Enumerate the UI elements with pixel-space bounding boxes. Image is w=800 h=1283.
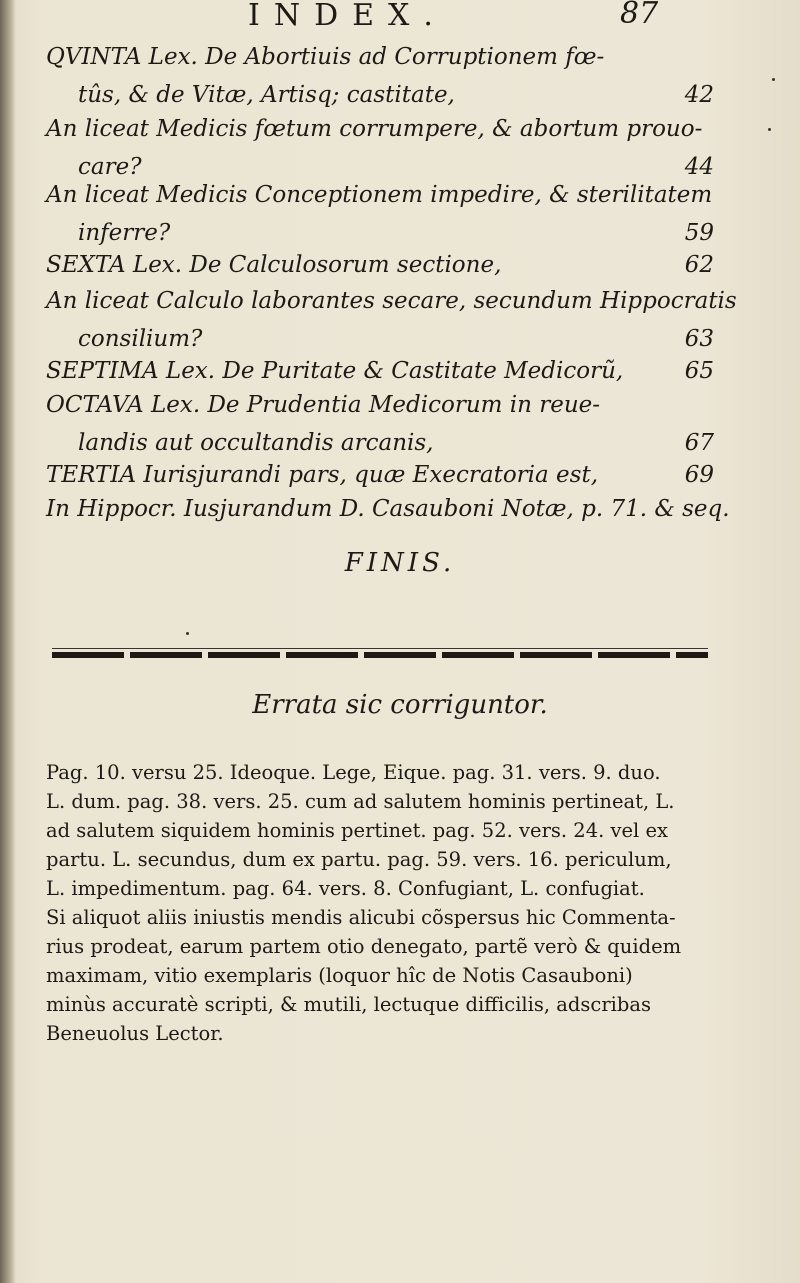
entry-line: QVINTA Lex. De Abortiuis ad Corruptionem fœ- xyxy=(46,44,605,70)
ornamental-rule xyxy=(52,652,708,658)
entry-line-continued: inferre? xyxy=(78,220,171,246)
index-entry xyxy=(46,352,714,390)
errata-line: Pag. 10. versu 25. Ideoque. Lege, Eique. pag. 31. vers. 9. duo. xyxy=(46,761,661,784)
entry-line: OCTAVA Lex. De Prudentia Medicorum in reue- xyxy=(46,392,601,418)
entry-line-continued: tûs, & de Vitæ, Artisq; castitate, xyxy=(78,82,455,108)
entry-page: 63 xyxy=(684,326,714,352)
entry-line: TERTIA Iurisjurandi pars, quæ Execratoria est, xyxy=(46,462,599,488)
errata-line: partu. L. secundus, dum ex partu. pag. 59. vers. 16. periculum, xyxy=(46,848,672,871)
entry-page: 59 xyxy=(684,220,714,246)
entry-line: An liceat Medicis Conceptionem impedire, & sterilitatem xyxy=(46,182,713,208)
entry-page: 44 xyxy=(684,154,714,180)
entry-line: An liceat Medicis fœtum corrumpere, & abortum prouo- xyxy=(46,116,703,142)
page-gutter-shadow xyxy=(0,0,16,1283)
errata-line: minùs accuratè scripti, & mutili, lectuque difficilis, adscribas xyxy=(46,993,652,1016)
paper-speck xyxy=(186,632,189,635)
paper-speck xyxy=(772,78,775,81)
entry-page: 65 xyxy=(684,358,714,384)
entry-line-continued: consilium? xyxy=(78,326,203,352)
index-entry xyxy=(46,456,714,494)
header-title: INDEX. xyxy=(248,0,447,33)
entry-line: SEXTA Lex. De Calculosorum sectione, xyxy=(46,252,502,278)
index-entry xyxy=(46,38,714,114)
entry-line: SEPTIMA Lex. De Puritate & Castitate Medicorũ, xyxy=(46,358,624,384)
errata-title: Errata sic corriguntor. xyxy=(252,690,548,720)
entry-page: 69 xyxy=(684,462,714,488)
divider-hairline xyxy=(52,648,708,649)
entry-page: 67 xyxy=(684,430,714,456)
index-entry xyxy=(46,176,714,252)
finis-heading: FINIS. xyxy=(344,548,456,578)
entry-line: In Hippocr. Iusjurandum D. Casauboni Notæ, p. 71. & seq. xyxy=(46,496,730,522)
index-entry xyxy=(46,110,714,186)
index-entry xyxy=(46,282,737,358)
errata-line: rius prodeat, earum partem otio denegato, partẽ verò & quidem xyxy=(46,935,682,958)
index-entry xyxy=(46,246,714,284)
page-number: 87 xyxy=(620,0,659,31)
errata-line: maximam, vitio exemplaris (loquor hîc de Notis Casauboni) xyxy=(46,964,633,987)
index-entry xyxy=(46,386,714,462)
entry-line: An liceat Calculo laborantes secare, secundum Hippocratis xyxy=(46,288,737,314)
errata-line: Si aliquot aliis iniustis mendis alicubi cõspersus hic Commenta- xyxy=(46,906,676,929)
index-entry xyxy=(46,490,730,528)
errata-line: ad salutem siquidem hominis pertinet. pag. 52. vers. 24. vel ex xyxy=(46,819,669,842)
errata-line: Beneuolus Lector. xyxy=(46,1022,224,1045)
entry-line-continued: landis aut occultandis arcanis, xyxy=(78,430,434,456)
entry-line-continued: care? xyxy=(78,154,142,180)
errata-line: L. dum. pag. 38. vers. 25. cum ad salutem hominis pertineat, L. xyxy=(46,790,675,813)
errata-text xyxy=(46,758,716,1048)
paper-speck xyxy=(768,128,771,131)
entry-page: 42 xyxy=(684,82,714,108)
running-header xyxy=(0,0,800,36)
entry-page: 62 xyxy=(684,252,714,278)
errata-line: L. impedimentum. pag. 64. vers. 8. Confugiant, L. confugiat. xyxy=(46,877,645,900)
